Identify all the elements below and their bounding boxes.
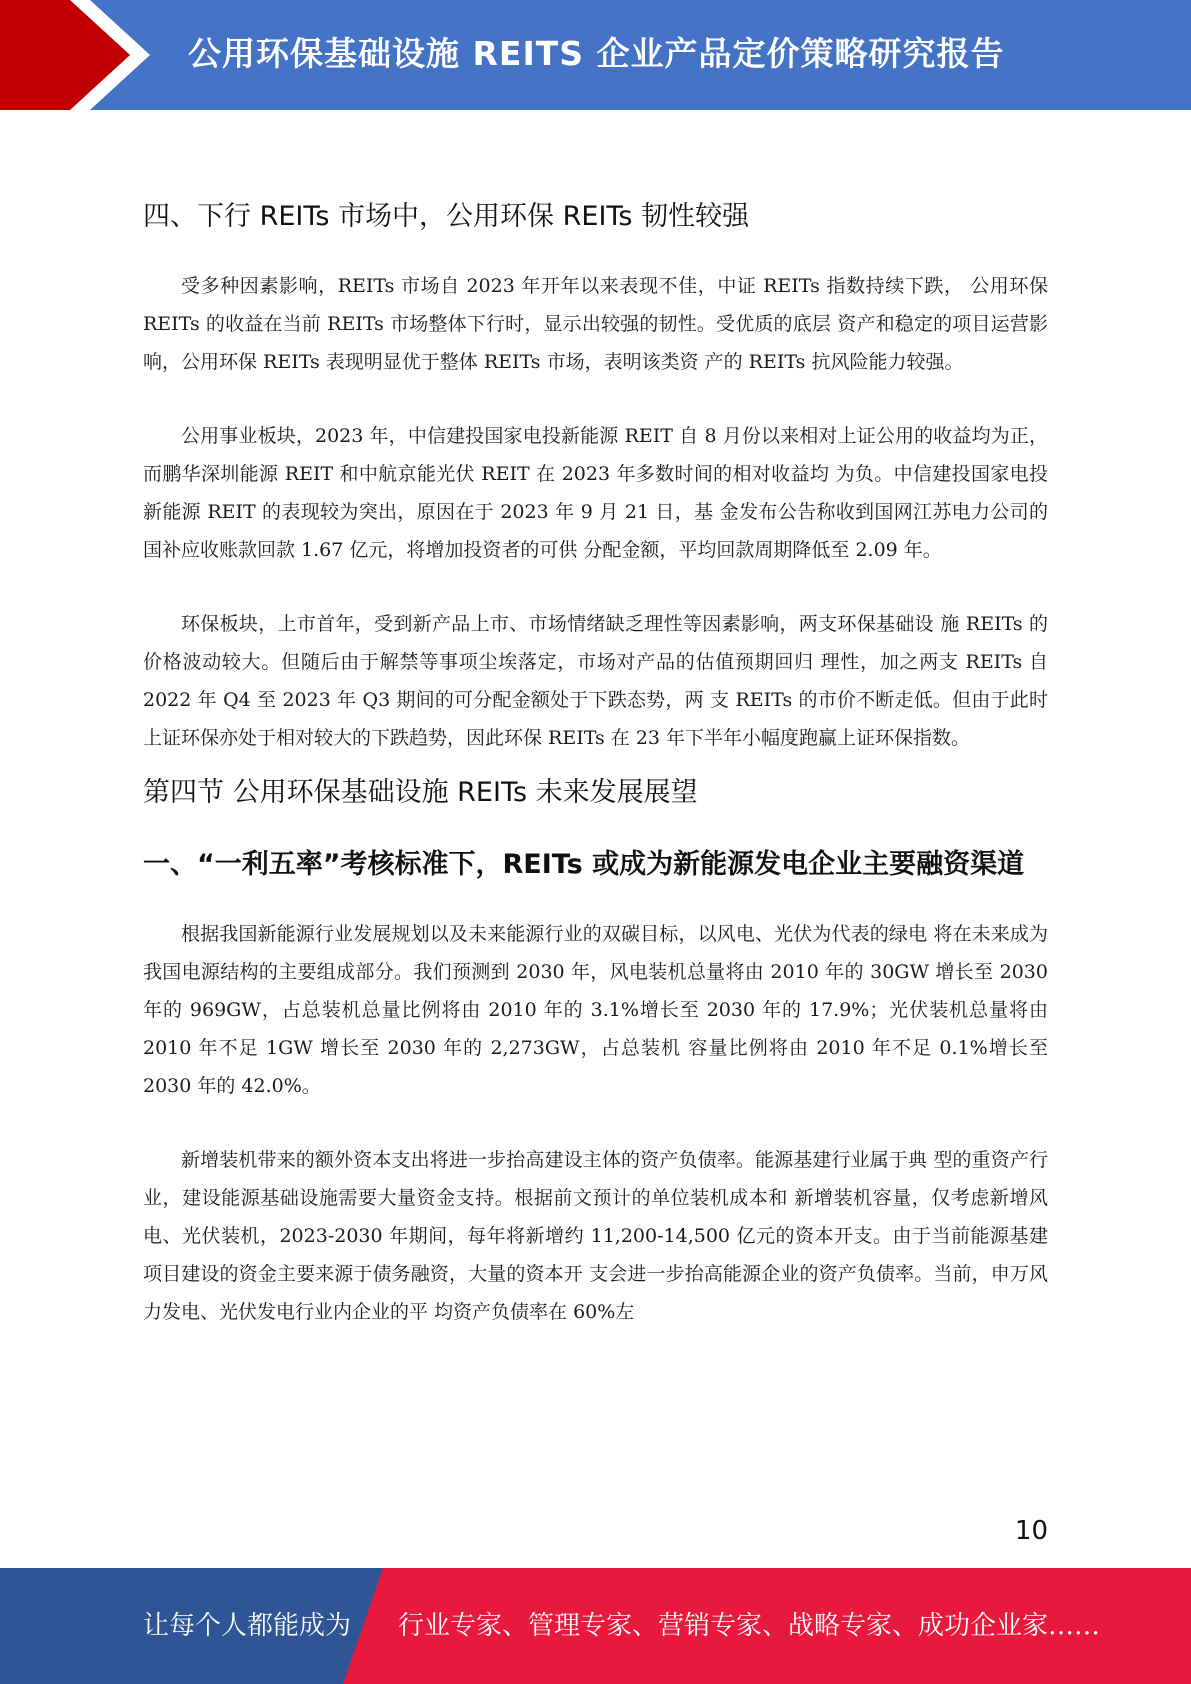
paragraph-5: 新增装机带来的额外资本支出将进一步抬高建设主体的资产负债率。能源基建行业属于典 型的重资产行业，建设能源基础设施需要大量资金支持。根据前文预计的单位装机成本和 新增装机容量，仅考虑新增风电、光伏装机，2023-2030 年期间，每年将新增约 11,200-14,500 亿元的资本开支。由于当前能源基建项目建设的资金主要来源于债务融资，大量的资本开 支会进一步抬高能源企业的资产负债率。当前，申万风力发电、光伏发电行业内企业的平 均资产负债率在 60%左 (143, 1149, 1048, 1323)
footer-slogan-left: 让每个人都能成为 (143, 1611, 352, 1641)
paragraph-3: 环保板块，上市首年，受到新产品上市、市场情绪缺乏理性等因素影响，两支环保基础设 施 REITs 的价格波动较大。但随后由于解禁等事项尘埃落定，市场对产品的估值预期回归 理性，加之两支 REITs 自 2022 年 Q4 至 2023 年 Q3 期间的可分配金额处于下跌态势，两 支 REITs 的市价不断走低。但由于此时上证环保亦处于相对较大的下跌趋势，因此环保 REITs 在 23 年下半年小幅度跑赢上证环保指数。 (143, 613, 1048, 749)
paragraph-1: 受多种因素影响，REITs 市场自 2023 年开年以来表现不佳，中证 REITs 指数持续下跌， 公用环保 REITs 的收益在当前 REITs 市场整体下行时，显示出较强的韧性。受优质的底层 资产和稳定的项目运营影响，公用环保 REITs 表现明显优于整体 REITs 市场，表明该类资 产的 REITs 抗风险能力较强。 (143, 275, 1048, 373)
header-banner (0, 0, 1191, 110)
subsection-heading-one: 一、“一利五率”考核标准下，REITs 或成为新能源发电企业主要融资渠道 (143, 849, 1025, 880)
chapter-section-heading: 第四节 公用环保基础设施 REITs 未来发展展望 (143, 777, 698, 808)
footer-slogan-right: 行业专家、管理专家、营销专家、战略专家、成功企业家…… (398, 1611, 1101, 1641)
paragraph-2: 公用事业板块，2023 年，中信建投国家电投新能源 REIT 自 8 月份以来相对上证公用的收益均为正，而鹏华深圳能源 REIT 和中航京能光伏 REIT 在 2023 年多数时间的相对收益均 为负。中信建投国家电投新能源 REIT 的表现较为突出，原因在于 2023 年 9 月 21 日，基 金发布公告称收到国网江苏电力公司的国补应收账款回款 1.67 亿元，将增加投资者的可供 分配金额，平均回款周期降低至 2.09 年。 (143, 425, 1048, 561)
section-heading-four: 四、下行 REITs 市场中，公用环保 REITs 韧性较强 (143, 201, 750, 232)
paragraph-4: 根据我国新能源行业发展规划以及未来能源行业的双碳目标，以风电、光伏为代表的绿电 将在未来成为我国电源结构的主要组成部分。我们预测到 2030 年，风电装机总量将由 2010 年的 30GW 增长至 2030 年的 969GW，占总装机总量比例将由 2010 年的 3.1%增长至 2030 年的 17.9%；光伏装机总量将由 2010 年不足 1GW 增长至 2030 年的 2,273GW，占总装机 容量比例将由 2010 年不足 0.1%增长至 2030 年的 42.0%。 (143, 923, 1048, 1097)
footer-banner (0, 1568, 1191, 1684)
report-title: 公用环保基础设施 REITS 企业产品定价策略研究报告 (188, 34, 1005, 73)
page-number: 10 (1014, 1516, 1048, 1546)
page-content (143, 195, 1048, 1331)
